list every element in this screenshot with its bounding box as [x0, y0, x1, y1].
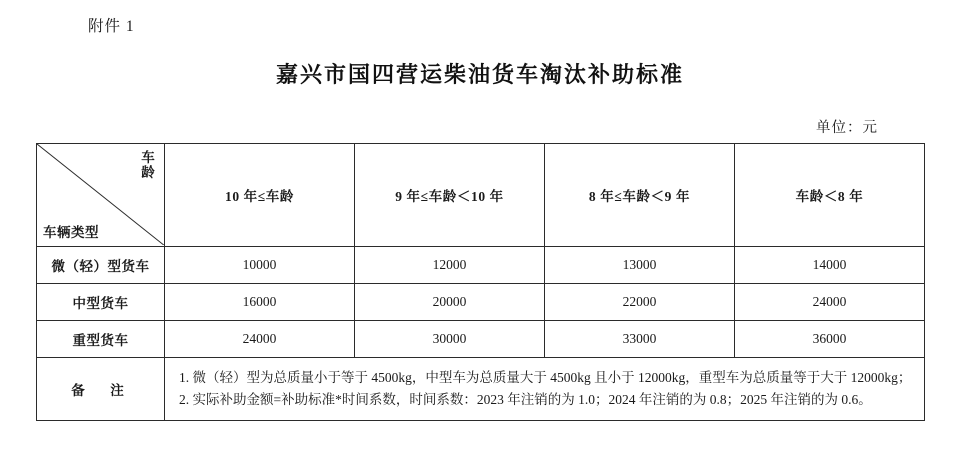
cell-r3c1: 24000	[165, 321, 355, 358]
cell-r2c4: 24000	[735, 284, 925, 321]
column-header-4: 车龄＜8 年	[735, 144, 925, 247]
note-item-1: 1. 微（轻）型为总质量小于等于 4500kg，中型车为总质量大于 4500kg 且小于 12000kg，重型车为总质量等于大于 12000kg；	[179, 370, 912, 385]
cell-r1c2: 12000	[355, 247, 545, 284]
cell-r3c3: 33000	[545, 321, 735, 358]
note-item-2: 2. 实际补助金额=补助标准*时间系数，时间系数：2023 年注销的为 1.0；2024 年注销的为 0.8；2025 年注销的为 0.6。	[179, 391, 872, 407]
subsidy-standard-table	[36, 143, 925, 421]
table-corner-header	[37, 144, 165, 247]
table-row	[37, 321, 925, 358]
cell-r2c2: 20000	[355, 284, 545, 321]
table-header-row	[37, 144, 925, 247]
row-header-label: 车辆类型	[43, 225, 99, 240]
cell-r1c1: 10000	[165, 247, 355, 284]
cell-r1c3: 13000	[545, 247, 735, 284]
row-label-3: 重型货车	[37, 321, 165, 358]
table-row	[37, 284, 925, 321]
column-header-1: 10 年≤车龄	[165, 144, 355, 247]
column-header-label: 车龄	[141, 150, 155, 181]
notes-body	[165, 358, 925, 421]
attachment-label: 附件 1	[88, 18, 135, 35]
cell-r3c2: 30000	[355, 321, 545, 358]
column-header-3: 8 年≤车龄＜9 年	[545, 144, 735, 247]
page-title: 嘉兴市国四营运柴油货车淘汰补助标准	[275, 62, 684, 88]
cell-r2c3: 22000	[545, 284, 735, 321]
cell-r3c4: 36000	[735, 321, 925, 358]
table-row	[37, 247, 925, 284]
unit-note: 单位：元	[816, 120, 878, 136]
row-label-2: 中型货车	[37, 284, 165, 321]
notes-label: 备 注	[37, 358, 165, 421]
table-notes-row	[37, 358, 925, 421]
cell-r2c1: 16000	[165, 284, 355, 321]
column-header-2: 9 年≤车龄＜10 年	[355, 144, 545, 247]
row-label-1: 微（轻）型货车	[37, 247, 165, 284]
cell-r1c4: 14000	[735, 247, 925, 284]
